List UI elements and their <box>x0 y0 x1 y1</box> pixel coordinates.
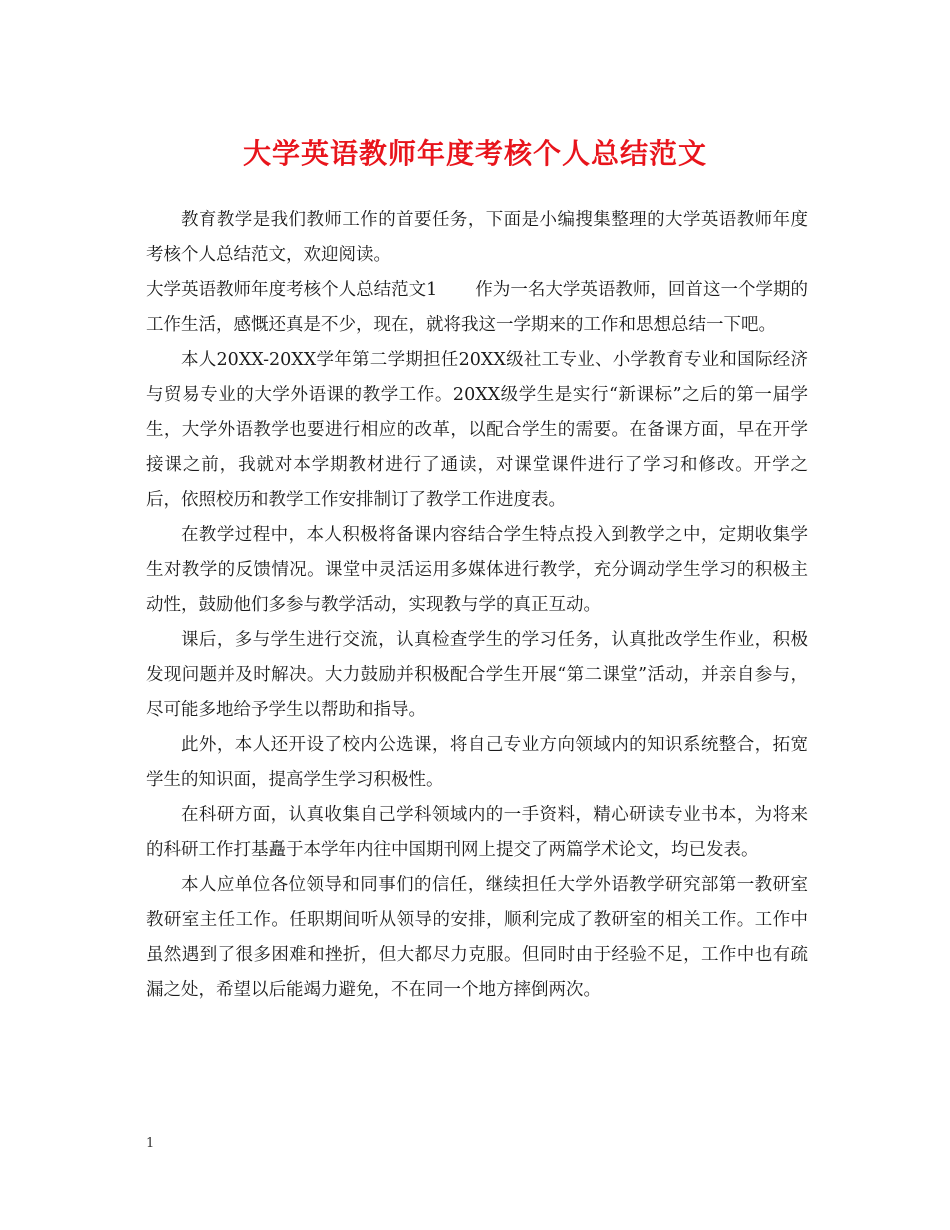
section-paragraph <box>146 273 808 343</box>
body-paragraph-6: 本人应单位各位领导和同事们的信任，继续担任大学外语教学研究部第一教研室教研室主任工作。任职期间听从领导的安排，顺利完成了教研室的相关工作。工作中虽然遇到了很多困难和挫折，但大都尽力克服。但同时由于经验不足，工作中也有疏漏之处，希望以后能竭力避免，不在同一个地方摔倒两次。 <box>146 875 808 1000</box>
body-paragraph-1: 本人20XX-20XX学年第二学期担任20XX级社工专业、小学教育专业和国际经济与贸易专业的大学外语课的教学工作。20XX级学生是实行“新课标”之后的第一届学生，大学外语教学也要进行相应的改革，以配合学生的需要。在备课方面，早在开学接课之前，我就对本学期教材进行了通读，对课堂课件进行了学习和修改。开学之后，依照校历和教学工作安排制订了教学工作进度表。 <box>146 350 808 510</box>
body-paragraph-5: 在科研方面，认真收集自己学科领域内的一手资料，精心研读专业书本，为将来的科研工作打基矗于本学年内往中国期刊网上提交了两篇学术论文，均已发表。 <box>146 805 808 860</box>
section-heading: 大学英语教师年度考核个人总结范文1 <box>146 280 438 300</box>
document-body <box>146 203 808 1008</box>
body-paragraph-2: 在教学过程中，本人积极将备课内容结合学生特点投入到教学之中，定期收集学生对教学的反馈情况。课堂中灵活运用多媒体进行教学，充分调动学生学习的积极主动性，鼓励他们多参与教学活动，实现教与学的真正互动。 <box>146 525 808 615</box>
document-title: 大学英语教师年度考核个人总结范文 <box>242 137 707 170</box>
intro-paragraph: 教育教学是我们教师工作的首要任务，下面是小编搜集整理的大学英语教师年度考核个人总结范文，欢迎阅读。 <box>146 210 808 265</box>
body-paragraph-4: 此外，本人还开设了校内公选课，将自己专业方向领域内的知识系统整合，拓宽学生的知识面，提高学生学习积极性。 <box>146 735 808 790</box>
body-paragraph-3: 课后，多与学生进行交流，认真检查学生的学习任务，认真批改学生作业，积极发现问题并及时解决。大力鼓励并积极配合学生开展“第二课堂”活动，并亲自参与，尽可能多地给予学生以帮助和指导。 <box>146 630 808 720</box>
page-number: 1 <box>146 1136 155 1151</box>
section-lead: 作为一名大学英语教师，回首这一个学期的工作生活，感慨还真是不少，现在，就将我这一学期来的工作和思想总结一下吧。 <box>146 280 808 335</box>
